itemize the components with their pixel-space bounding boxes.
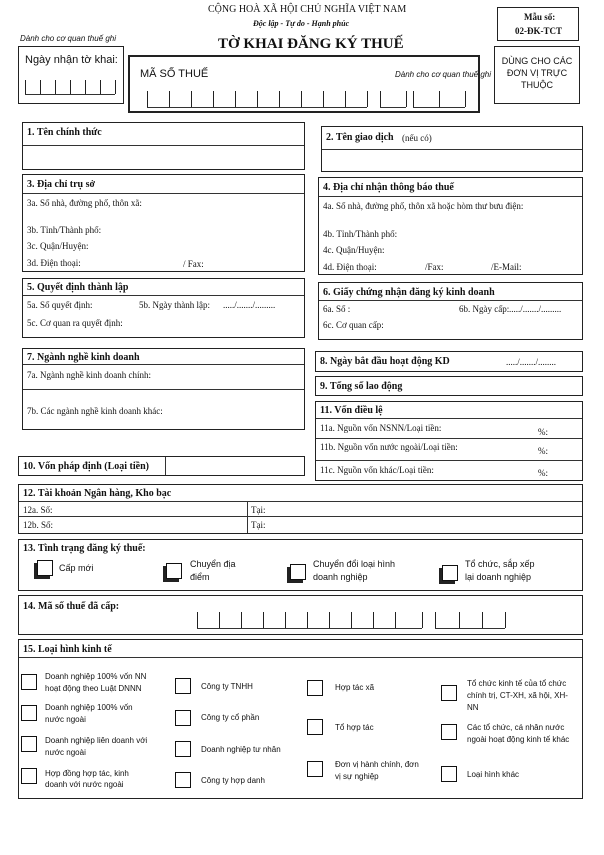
section-2-title: 2. Tên giao dịch <box>326 132 394 143</box>
option-new-label: Cấp mới <box>59 563 94 573</box>
dependent-unit-line3: THUỘC <box>521 80 553 90</box>
dependent-unit-box <box>494 46 580 104</box>
section-10-title: 10. Vốn pháp định (Loại tiền) <box>23 461 149 472</box>
type-private: Doanh nghiệp tư nhân <box>201 745 281 754</box>
checkbox-partnership[interactable] <box>175 772 191 788</box>
option-relocate-line1: Chuyển địa <box>190 559 236 569</box>
field-11b: 11b. Nguồn vốn nước ngoài/Loại tiền: <box>320 442 458 452</box>
checkbox-bcc[interactable] <box>21 768 37 784</box>
checkbox-joint-stock[interactable] <box>175 710 191 726</box>
checkbox-administrative-unit[interactable] <box>307 761 323 777</box>
checkbox-joint-venture[interactable] <box>21 736 37 752</box>
section-15 <box>18 639 583 799</box>
form-code-box <box>497 7 579 41</box>
section-8[interactable] <box>315 351 583 372</box>
type-joint-venture-line1: Doanh nghiệp liên doanh với <box>45 736 148 745</box>
received-date-label: Ngày nhận tờ khai: <box>25 54 118 66</box>
tax-code-box[interactable] <box>128 55 492 113</box>
country-name: CỘNG HOÀ XÃ HỘI CHỦ NGHĨA VIỆT NAM <box>208 4 407 15</box>
section-13 <box>18 539 583 591</box>
type-administrative-unit-line2: vị sự nghiệp <box>335 772 379 781</box>
field-4c: 4c. Quận/Huyện: <box>323 245 385 255</box>
type-foreign-owned-line1: Doanh nghiệp 100% vốn <box>45 703 133 712</box>
section-1-title: 1. Tên chính thức <box>27 127 102 138</box>
section-5-title: 5. Quyết định thành lập <box>27 282 129 293</box>
type-political-org-line1: Tổ chức kinh tế của tổ chức <box>467 679 567 688</box>
section-14-title: 14. Mã số thuế đã cấp: <box>23 601 120 612</box>
field-3d: 3d. Điện thoại: <box>27 258 81 268</box>
type-administrative-unit-line1: Đơn vị hành chính, đơn <box>335 760 419 769</box>
checkbox-relocate[interactable] <box>166 563 182 579</box>
type-foreign-orgs-line1: Các tổ chức, cá nhân nước <box>467 723 565 732</box>
field-7a: 7a. Ngành nghề kinh doanh chính: <box>27 370 151 380</box>
dependent-unit-line2: ĐƠN VỊ TRỰC <box>506 68 568 78</box>
type-joint-venture-line2: nước ngoài <box>45 748 86 757</box>
type-partnership: Công ty hợp danh <box>201 776 265 785</box>
dependent-unit-line1: DÙNG CHO CÁC <box>501 56 573 66</box>
field-4d: 4d. Điện thoại: <box>323 262 377 272</box>
option-relocate-line2: điểm <box>190 572 210 582</box>
section-2[interactable] <box>321 126 583 172</box>
field-3a: 3a. Số nhà, đường phố, thôn xã: <box>27 198 142 208</box>
tax-code-note: Dành cho cơ quan thuế ghi <box>395 70 492 79</box>
checkbox-foreign-owned[interactable] <box>21 705 37 721</box>
section-9[interactable] <box>315 376 583 396</box>
field-5a: 5a. Số quyết định: <box>27 300 93 310</box>
type-state-enterprise-line2: hoạt động theo Luật DNNN <box>45 684 142 693</box>
field-5b-date: ...../......./......... <box>223 300 276 310</box>
field-4b: 4b. Tỉnh/Thành phố: <box>323 229 398 239</box>
checkbox-new[interactable] <box>37 560 53 576</box>
section-9-title: 9. Tổng số lao động <box>320 381 403 392</box>
section-4[interactable] <box>318 177 583 275</box>
checkbox-foreign-orgs[interactable] <box>441 724 457 740</box>
checkbox-convert[interactable] <box>290 564 306 580</box>
section-3-title: 3. Địa chỉ trụ sở <box>27 179 96 190</box>
section-6[interactable] <box>318 282 583 340</box>
field-6a: 6a. Số : <box>323 304 351 314</box>
option-convert-line1: Chuyển đổi loại hình <box>313 559 396 569</box>
field-11a: 11a. Nguồn vốn NSNN/Loại tiền: <box>320 423 442 433</box>
type-foreign-orgs-line2: ngoài hoạt động kinh tế khác <box>467 735 570 744</box>
field-6b: 6b. Ngày cấp: <box>459 304 510 314</box>
field-5c: 5c. Cơ quan ra quyết định: <box>27 318 123 328</box>
section-13-title: 13. Tình trạng đăng ký thuế: <box>23 543 146 554</box>
received-date-box <box>18 46 124 104</box>
type-joint-stock: Công ty cổ phần <box>201 713 260 722</box>
section-5[interactable] <box>22 278 305 338</box>
field-12b: 12b. Số: <box>23 520 54 530</box>
checkbox-private[interactable] <box>175 741 191 757</box>
field-6c: 6c. Cơ quan cấp: <box>323 320 384 330</box>
type-political-org-line3: NN <box>467 703 479 712</box>
field-7b: 7b. Các ngành nghề kinh doanh khác: <box>27 406 163 416</box>
section-7-title: 7. Ngành nghề kinh doanh <box>27 352 140 363</box>
type-state-enterprise-line1: Doanh nghiệp 100% vốn NN <box>45 672 147 681</box>
type-foreign-owned-line2: nước ngoài <box>45 715 86 724</box>
type-political-org-line2: chính trị, CT-XH, xã hội, XH- <box>467 691 568 700</box>
motto: Độc lập - Tự do - Hạnh phúc <box>253 19 350 28</box>
section-15-title: 15. Loại hình kinh tế <box>23 644 112 655</box>
type-bcc-line2: doanh với nước ngoài <box>45 780 124 789</box>
field-12a-at: Tại: <box>251 505 266 515</box>
field-11c-pct: %: <box>538 468 548 478</box>
type-bcc-line1: Hợp đồng hợp tác, kinh <box>45 769 129 778</box>
tax-office-note: Dành cho cơ quan thuế ghi <box>20 34 117 43</box>
field-5b: 5b. Ngày thành lập: <box>139 300 210 310</box>
section-7[interactable] <box>22 348 305 430</box>
field-11a-pct: %: <box>538 427 548 437</box>
section-10[interactable] <box>18 456 305 476</box>
form-title: TỜ KHAI ĐĂNG KÝ THUẾ <box>218 36 404 52</box>
field-12a: 12a. Số: <box>23 505 53 515</box>
section-6-title: 6. Giấy chứng nhận đăng ký kinh doanh <box>323 287 495 298</box>
checkbox-other-type[interactable] <box>441 766 457 782</box>
checkbox-llc[interactable] <box>175 678 191 694</box>
section-3[interactable] <box>22 174 305 272</box>
field-3d-fax: / Fax: <box>183 259 204 269</box>
tax-code-label: MÃ SỐ THUẾ <box>140 68 209 80</box>
field-4d-email: /E-Mail: <box>491 262 522 272</box>
field-4a: 4a. Số nhà, đường phố, thôn xã hoặc hòm thư bưu điện: <box>323 201 524 211</box>
field-12b-at: Tại: <box>251 520 266 530</box>
option-convert-line2: doanh nghiệp <box>313 572 368 582</box>
type-cooperative: Hợp tác xã <box>335 683 375 692</box>
checkbox-restructure[interactable] <box>442 565 458 581</box>
section-12[interactable] <box>18 484 583 534</box>
section-14[interactable] <box>18 595 583 635</box>
section-11[interactable] <box>315 401 583 481</box>
form-label: Mẫu số: <box>524 12 556 22</box>
checkbox-political-org[interactable] <box>441 685 457 701</box>
option-restructure-line2: lại doanh nghiệp <box>465 572 532 582</box>
field-4d-fax: /Fax: <box>425 262 444 272</box>
section-12-title: 12. Tài khoản Ngân hàng, Kho bạc <box>23 488 172 499</box>
field-3b: 3b. Tỉnh/Thành phố: <box>27 225 102 235</box>
checkbox-state-enterprise[interactable] <box>21 674 37 690</box>
type-cooperative-group: Tổ hợp tác <box>335 723 374 732</box>
type-llc: Công ty TNHH <box>201 682 253 691</box>
section-8-date: ...../......./........ <box>506 357 557 367</box>
section-1[interactable] <box>22 122 305 170</box>
field-6b-date: ...../......./......... <box>509 304 562 314</box>
checkbox-cooperative[interactable] <box>307 680 323 696</box>
type-other: Loại hình khác <box>467 770 520 779</box>
section-11-title: 11. Vốn điều lệ <box>320 405 383 416</box>
section-8-title: 8. Ngày bắt đầu hoạt động KD <box>320 356 450 367</box>
option-restructure-line1: Tổ chức, sắp xếp <box>465 559 535 569</box>
field-11c: 11c. Nguồn vốn khác/Loại tiền: <box>320 465 434 475</box>
field-11b-pct: %: <box>538 446 548 456</box>
form-code: 02-ĐK-TCT <box>515 26 562 36</box>
checkbox-cooperative-group[interactable] <box>307 719 323 735</box>
section-4-title: 4. Địa chỉ nhận thông báo thuế <box>323 182 454 193</box>
section-2-note: (nếu có) <box>402 133 432 143</box>
field-3c: 3c. Quận/Huyện: <box>27 241 89 251</box>
